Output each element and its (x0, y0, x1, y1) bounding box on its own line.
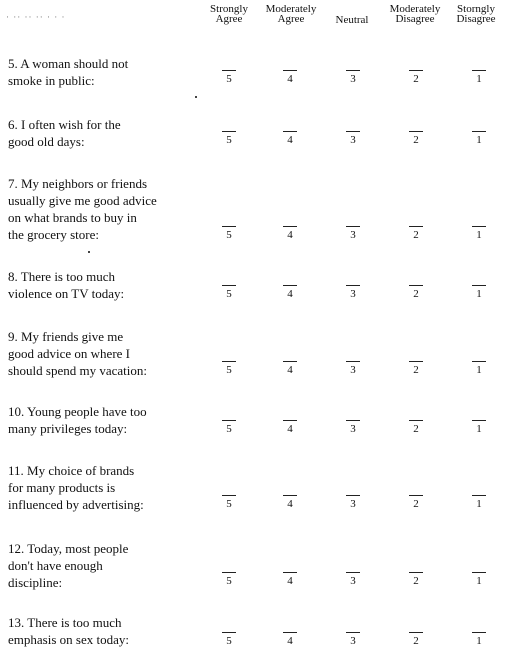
rating-option[interactable] (345, 495, 361, 510)
column-moderately-disagree: Moderately Disagree (389, 3, 441, 25)
rating-line (472, 70, 486, 71)
column-moderately-agree: Moderately Agree (265, 3, 317, 25)
rating-option[interactable] (471, 632, 487, 647)
rating-option[interactable] (282, 420, 298, 435)
rating-line (222, 285, 236, 286)
rating-value: 3 (350, 229, 356, 241)
rating-option[interactable] (221, 226, 237, 241)
rating-option[interactable] (408, 572, 424, 587)
rating-value: 3 (350, 134, 356, 146)
rating-value: 5 (226, 73, 232, 85)
question-text: 9. My friends give me good advice on where I should spend my vacation: (8, 329, 148, 378)
rating-value: 4 (287, 229, 293, 241)
rating-value: 4 (287, 134, 293, 146)
rating-line (346, 361, 360, 362)
rating-value: 1 (476, 575, 482, 587)
rating-value: 4 (287, 423, 293, 435)
rating-line (472, 420, 486, 421)
rating-value: 5 (226, 229, 232, 241)
question-text: 7. My neighbors or friends usually give me good advice on what brands to buy in the grocery store: (8, 176, 157, 242)
rating-line (283, 632, 297, 633)
rating-option[interactable] (345, 632, 361, 647)
rating-value: 5 (226, 364, 232, 376)
rating-line (222, 361, 236, 362)
rating-option[interactable] (408, 285, 424, 300)
rating-option[interactable] (345, 420, 361, 435)
rating-option[interactable] (345, 131, 361, 146)
rating-option[interactable] (221, 70, 237, 85)
rating-line (283, 70, 297, 71)
rating-value: 1 (476, 498, 482, 510)
rating-value: 2 (413, 635, 419, 647)
rating-option[interactable] (471, 361, 487, 376)
rating-value: 1 (476, 229, 482, 241)
rating-value: 1 (476, 73, 482, 85)
column-neutral: Neutral (335, 14, 369, 26)
rating-line (222, 131, 236, 132)
rating-value: 4 (287, 635, 293, 647)
question-text: 12. Today, most people don't have enough discipline: (8, 541, 129, 590)
rating-value: 4 (287, 498, 293, 510)
rating-option[interactable] (471, 131, 487, 146)
rating-line (283, 285, 297, 286)
rating-value: 2 (413, 423, 419, 435)
rating-line (409, 495, 423, 496)
rating-value: 4 (287, 364, 293, 376)
rating-line (222, 226, 236, 227)
rating-value: 2 (413, 575, 419, 587)
rating-line (409, 285, 423, 286)
rating-line (283, 420, 297, 421)
rating-value: 5 (226, 134, 232, 146)
rating-option[interactable] (408, 131, 424, 146)
rating-value: 4 (287, 575, 293, 587)
rating-value: 1 (476, 288, 482, 300)
rating-option[interactable] (345, 572, 361, 587)
rating-value: 3 (350, 364, 356, 376)
rating-value: 2 (413, 288, 419, 300)
question-text: 8. There is too much violence on TV today: (8, 269, 125, 301)
column-strongly-disagree: Storngly Disagree (456, 3, 496, 25)
rating-value: 3 (350, 575, 356, 587)
rating-line (283, 572, 297, 573)
rating-line (409, 361, 423, 362)
speck (195, 96, 197, 98)
rating-line (222, 420, 236, 421)
rating-line (346, 226, 360, 227)
rating-line (472, 361, 486, 362)
rating-line (283, 131, 297, 132)
rating-option[interactable] (282, 361, 298, 376)
rating-line (409, 70, 423, 71)
rating-option[interactable] (221, 420, 237, 435)
rating-value: 5 (226, 575, 232, 587)
rating-value: 3 (350, 635, 356, 647)
question-text: 6. I often wish for the good old days: (8, 117, 121, 149)
rating-option[interactable] (221, 572, 237, 587)
rating-value: 3 (350, 498, 356, 510)
rating-option[interactable] (345, 285, 361, 300)
rating-option[interactable] (282, 572, 298, 587)
rating-line (472, 285, 486, 286)
column-strongly-agree: Strongly Agree (210, 3, 248, 25)
rating-line (222, 70, 236, 71)
rating-option[interactable] (471, 420, 487, 435)
rating-value: 4 (287, 73, 293, 85)
rating-option[interactable] (408, 632, 424, 647)
rating-line (409, 632, 423, 633)
rating-line (346, 632, 360, 633)
rating-line (346, 70, 360, 71)
rating-value: 1 (476, 635, 482, 647)
rating-option[interactable] (345, 226, 361, 241)
rating-option[interactable] (408, 495, 424, 510)
rating-option[interactable] (221, 361, 237, 376)
header-noise-text: · ·· ·· ·· · · · (6, 12, 66, 22)
question-text: 13. There is too much emphasis on sex today: (8, 615, 129, 647)
rating-option[interactable] (282, 495, 298, 510)
rating-line (472, 495, 486, 496)
rating-option[interactable] (471, 495, 487, 510)
question-text: 5. A woman should not smoke in public: (8, 56, 129, 88)
rating-line (409, 226, 423, 227)
rating-option[interactable] (471, 70, 487, 85)
rating-value: 5 (226, 635, 232, 647)
rating-line (472, 572, 486, 573)
rating-line (283, 361, 297, 362)
rating-value: 1 (476, 134, 482, 146)
rating-option[interactable] (408, 226, 424, 241)
rating-line (222, 632, 236, 633)
rating-value: 5 (226, 288, 232, 300)
rating-line (346, 420, 360, 421)
rating-line (472, 226, 486, 227)
rating-option[interactable] (282, 226, 298, 241)
rating-value: 2 (413, 134, 419, 146)
speck (88, 251, 90, 253)
rating-option[interactable] (282, 131, 298, 146)
rating-line (346, 131, 360, 132)
rating-value: 2 (413, 364, 419, 376)
rating-value: 4 (287, 288, 293, 300)
rating-line (346, 285, 360, 286)
rating-option[interactable] (471, 285, 487, 300)
rating-line (283, 226, 297, 227)
question-text: 10. Young people have too many privileges today: (8, 404, 147, 436)
rating-option[interactable] (221, 131, 237, 146)
question-text: 11. My choice of brands for many products is influenced by advertising: (8, 463, 144, 512)
rating-option[interactable] (408, 420, 424, 435)
rating-line (409, 572, 423, 573)
rating-line (283, 495, 297, 496)
rating-line (222, 495, 236, 496)
rating-value: 1 (476, 423, 482, 435)
rating-option[interactable] (221, 495, 237, 510)
rating-option[interactable] (471, 572, 487, 587)
rating-value: 1 (476, 364, 482, 376)
rating-line (472, 131, 486, 132)
rating-option[interactable] (282, 632, 298, 647)
rating-option[interactable] (282, 70, 298, 85)
rating-line (409, 420, 423, 421)
rating-line (346, 495, 360, 496)
rating-value: 5 (226, 498, 232, 510)
rating-line (346, 572, 360, 573)
rating-line (472, 632, 486, 633)
rating-value: 2 (413, 73, 419, 85)
rating-value: 3 (350, 423, 356, 435)
rating-option[interactable] (221, 632, 237, 647)
rating-option[interactable] (345, 361, 361, 376)
rating-option[interactable] (408, 361, 424, 376)
rating-line (409, 131, 423, 132)
rating-value: 3 (350, 288, 356, 300)
rating-option[interactable] (282, 285, 298, 300)
rating-value: 3 (350, 73, 356, 85)
rating-option[interactable] (221, 285, 237, 300)
rating-value: 2 (413, 229, 419, 241)
rating-option[interactable] (408, 70, 424, 85)
rating-option[interactable] (345, 70, 361, 85)
rating-value: 5 (226, 423, 232, 435)
rating-option[interactable] (471, 226, 487, 241)
rating-line (222, 572, 236, 573)
rating-value: 2 (413, 498, 419, 510)
